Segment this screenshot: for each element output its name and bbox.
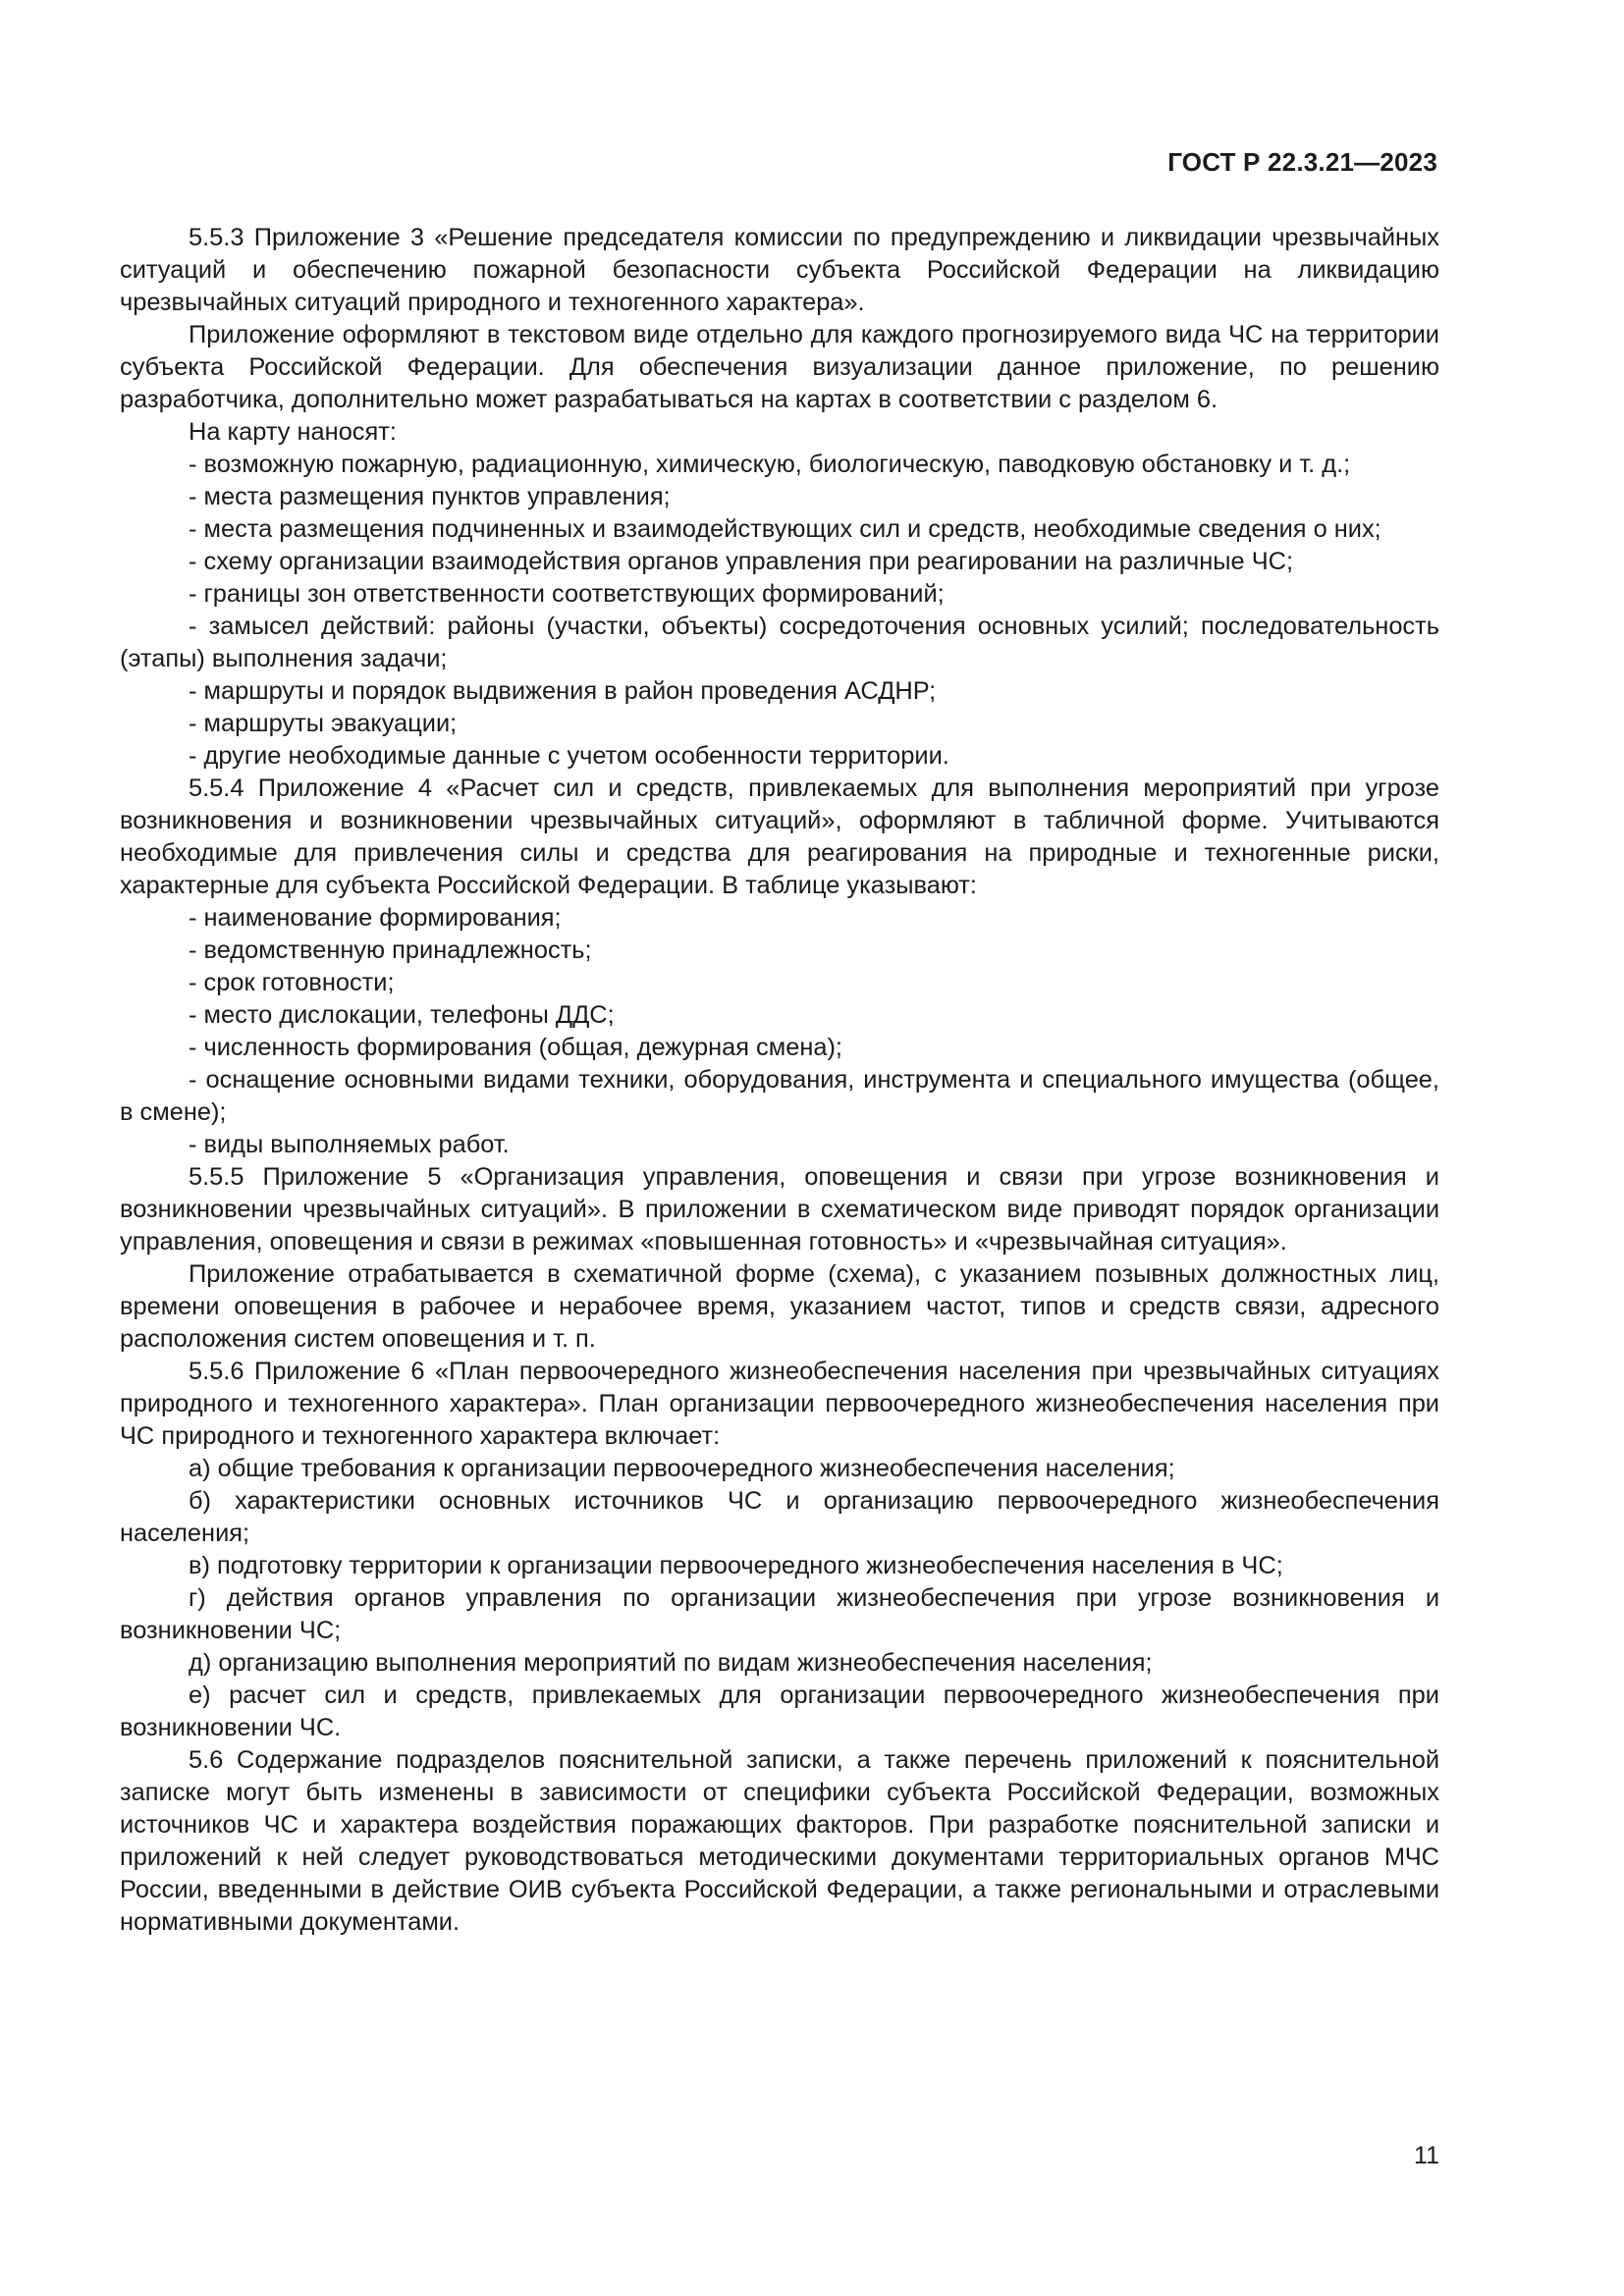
section-5-6: 5.6 Содержание подразделов пояснительной записки, а также перечень приложений к пояснительной записке могут быть изменены в зависимости от специфики субъекта Российской Федерации, возможных источников ЧС и характера воздействия поражающих факторов. При разработке пояснительной записки и приложений к ней следует руководствоваться методическими документами территориальных органов МЧС России, введенными в действие ОИВ субъекта Российской Федерации, а также региональными и отраслевыми нормативными документами. (120, 1746, 1439, 1936)
list-item: - схему организации взаимодействия органов управления при реагировании на различные ЧС; (189, 548, 1294, 575)
list-item: в) подготовку территории к организации первоочередного жизнеобеспечения населения в ЧС; (189, 1552, 1283, 1579)
list-item: - маршруты и порядок выдвижения в район проведения АСДНР; (189, 677, 937, 705)
list-item: - срок готовности; (189, 969, 395, 996)
list-item: - места размещения подчиненных и взаимодействующих сил и средств, необходимые сведения о них; (189, 515, 1381, 543)
list-item: д) организацию выполнения мероприятий по видам жизнеобеспечения населения; (189, 1649, 1153, 1677)
paragraph: Приложение отрабатывается в схематичной форме (схема), с указанием позывных должностных лиц, времени оповещения в рабочее и нерабочее время, указанием частот, типов и средств связи, адресного расположения систем оповещения и т. п. (120, 1260, 1439, 1353)
list-item: - место дислокации, телефоны ДДС; (189, 1001, 615, 1029)
list-item: б) характеристики основных источников ЧС и организацию первоочередного жизнеобеспечения населения; (120, 1487, 1439, 1547)
list-item: - наименование формирования; (189, 904, 562, 932)
list-item: - возможную пожарную, радиационную, химическую, биологическую, паводковую обстановку и т. д.; (189, 451, 1351, 478)
section-5-5-6: 5.5.6 Приложение 6 «План первоочередного жизнеобеспечения населения при чрезвычайных ситуациях природного и техногенного характера». План организации первоочередного жизнеобеспечения населения при ЧС природного и техногенного характера включает: (120, 1358, 1439, 1450)
list-item: - маршруты эвакуации; (189, 710, 458, 737)
section-5-5-4: 5.5.4 Приложение 4 «Расчет сил и средств, привлекаемых для выполнения мероприятий при угрозе возникновения и возникновении чрезвычайных ситуаций», оформляют в табличной форме. Учитываются необходимые для привлечения силы и средства для реагирования на природные и техногенные риски, характерные для субъекта Российской Федерации. В таблице указывают: (120, 774, 1439, 899)
list-item: а) общие требования к организации первоочередного жизнеобеспечения населения; (189, 1455, 1175, 1482)
paragraph: Приложение оформляют в текстовом виде отдельно для каждого прогнозируемого вида ЧС на территории субъекта Российской Федерации. Для обеспечения визуализации данное приложение, по решению разработчика, дополнительно может разрабатываться на картах в соответствии с разделом 6. (120, 321, 1439, 413)
list-item: - замысел действий: районы (участки, объекты) сосредоточения основных усилий; последовательность (этапы) выполнения задачи; (120, 613, 1439, 672)
list-item: - оснащение основными видами техники, оборудования, инструмента и специального имущества (общее, в смене); (120, 1066, 1439, 1126)
document-code-header: ГОСТ Р 22.3.21—2023 (1167, 147, 1437, 177)
paragraph: На карту наносят: (189, 418, 397, 446)
list-item: - численность формирования (общая, дежурная смена); (189, 1034, 842, 1061)
list-item: - ведомственную принадлежность; (189, 936, 592, 964)
section-5-5-5: 5.5.5 Приложение 5 «Организация управления, оповещения и связи при угрозе возникновения и возникновении чрезвычайных ситуаций». В приложении в схематическом виде приводят порядок организации управления, оповещения и связи в режимах «повышенная готовность» и «чрезвычайная ситуация». (120, 1163, 1439, 1255)
list-item: - виды выполняемых работ. (189, 1131, 510, 1158)
document-body (120, 222, 1439, 1939)
section-5-5-3: 5.5.3 Приложение 3 «Решение председателя комиссии по предупреждению и ликвидации чрезвычайных ситуаций и обеспечению пожарной безопасности субъекта Российской Федерации на ликвидацию чрезвычайных ситуаций природного и техногенного характера». (120, 224, 1439, 316)
list-item: е) расчет сил и средств, привлекаемых для организации первоочередного жизнеобеспечения при возникновении ЧС. (120, 1682, 1439, 1741)
list-item: - другие необходимые данные с учетом особенности территории. (189, 742, 949, 770)
list-item: г) действия органов управления по организации жизнеобеспечения при угрозе возникновения и возникновении ЧС; (120, 1584, 1439, 1644)
list-item: - границы зон ответственности соответствующих формирований; (189, 580, 945, 608)
page-number: 11 (1414, 2142, 1439, 2169)
list-item: - места размещения пунктов управления; (189, 483, 671, 510)
